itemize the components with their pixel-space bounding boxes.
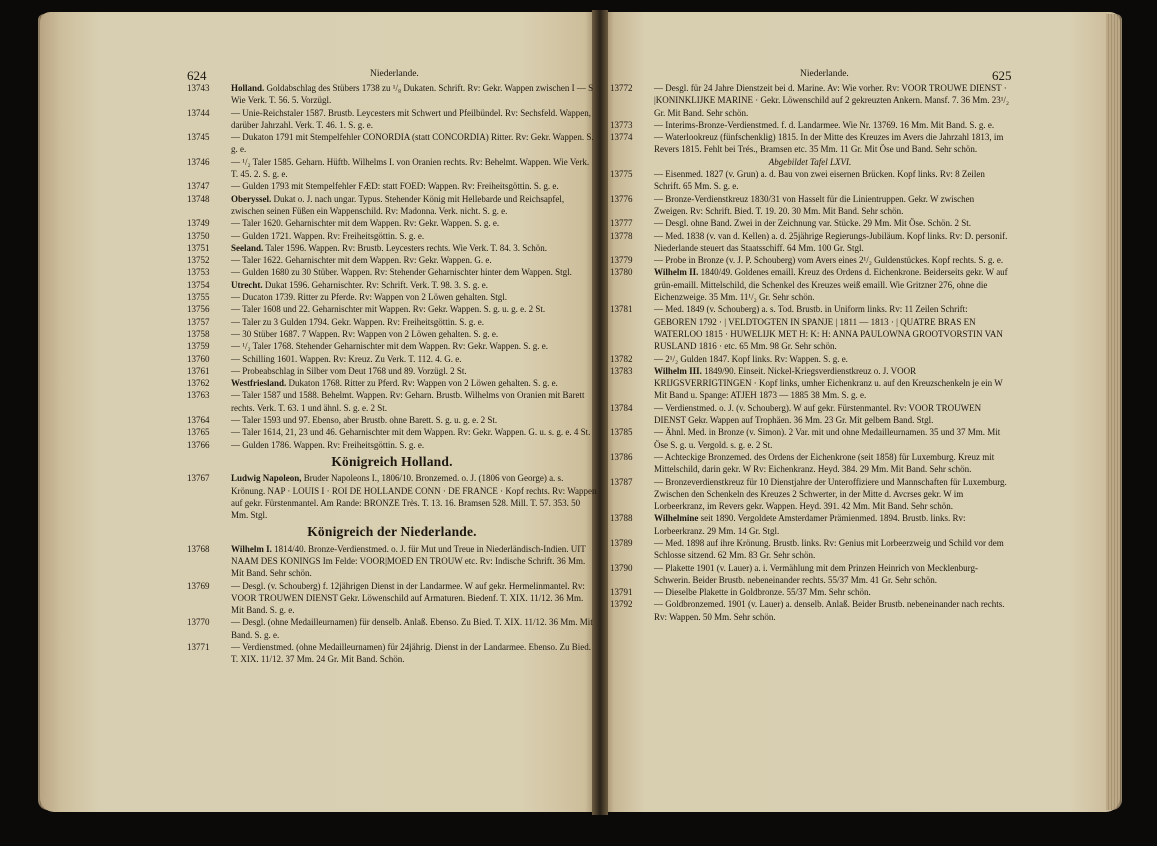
entry-description: — Bronzeverdienstkreuz für 10 Dienstjahre der Unteroffiziere und Mannschaften für Luxemburg. Zwischen den Schenkeln des Kreuzes 2 Schwerter, in der Mitte d. Avcrses gekr. W im Lorbeerkranz, im Revers gekr. Wappen. Heyd. 391. 42 Mm. Mit Band. Sehr schön. xyxy=(654,476,1007,512)
entry-description: — Ähnl. Med. in Bronze (v. Simon). 2 Var. mit und ohne Medailleurnamen. 35 und 37 Mm. Mit Öse S. g. u. Vergold. s. g. e. 2 St. xyxy=(654,427,1001,450)
entry-number: 13780 xyxy=(610,267,633,278)
entry-number: 13791 xyxy=(610,587,633,598)
entry-text xyxy=(654,512,1010,537)
entry-list-holland xyxy=(187,472,597,521)
entry-description: — Schilling 1601. Wappen. Rv: Kreuz. Zu Verk. T. 112. 4. G. e. xyxy=(231,353,462,364)
entry-text xyxy=(231,426,597,438)
entry-text xyxy=(654,266,1010,303)
entry-number: 13785 xyxy=(610,427,633,438)
entry-lead: Wilhelm III. xyxy=(654,365,702,376)
catalog-entry xyxy=(610,193,1010,218)
section-heading-netherlands: Königreich der Niederlande. xyxy=(307,524,477,540)
entry-text xyxy=(654,537,1010,562)
entry-text xyxy=(231,131,597,156)
entry-number: 13789 xyxy=(610,537,633,548)
catalog-entry xyxy=(187,291,597,303)
catalog-entry xyxy=(610,119,1010,131)
catalog-entry xyxy=(610,365,1010,402)
entry-number: 13763 xyxy=(187,390,210,401)
entry-description: — Taler 1587 und 1588. Behelmt. Wappen. Rv: Geharn. Brustb. Wilhelms von Oranien mit Barett rechts. Verk. T. 63. 1 und ähnl. S. g. e. 2 St. xyxy=(231,390,585,413)
catalog-entry xyxy=(610,451,1010,476)
entry-description: — Gulden 1721. Wappen. Rv: Freiheitsgöttin. S. g. e. xyxy=(231,230,425,241)
entry-text xyxy=(231,279,597,291)
entry-description: — Taler 1608 und 22. Geharnischter mit Wappen. Rv: Gekr. Wappen. S. g. u. g. e. 2 St. xyxy=(231,304,546,315)
entry-text xyxy=(231,641,597,666)
entry-description: 1840/49. Goldenes emaill. Kreuz des Ordens d. Eichenkrone. Beiderseits gekr. W auf grün-emaill. Mittelschild, die Schenkel des Kreuzes weiß emaill. Wie Gritzner 276, ohne die Eichenzweige. 35 Mm. 11¹/₂ Gr. Sehr schön. xyxy=(654,267,1008,303)
entry-text xyxy=(231,580,597,617)
entry-description: 1814/40. Bronze-Verdienstmed. o. J. für Mut und Treue in Niederländisch-Indien. UIT NAAM DES KONINGS Im Felde: VOOR|MOED EN TROUW etc. Rv: Indische Schrift. 36 Mm. Mit Band. Sehr schön. xyxy=(231,543,586,579)
entry-number: 13775 xyxy=(610,169,633,180)
page-edge-right xyxy=(1106,14,1122,810)
entry-description: — Med. 1898 auf ihre Krönung. Brustb. links. Rv: Genius mit Lorbeerzweig und Schild vor dem Schlosse sitzend. 62 Mm. 83 Gr. Sehr schön. xyxy=(654,537,1004,561)
entry-description: — Unie-Reichstaler 1587. Brustb. Leycesters mit Schwert und Pfeilbündel. Rv: Sechsfeld. Wappen, darüber Jahrzahl. Verk. T. 46. 1. S. g. e. xyxy=(231,107,592,130)
entry-description: — Interims-Bronze-Verdienstmed. f. d. Landarmee. Wie Nr. 13769. 16 Mm. Mit Band. S. g. e. xyxy=(654,119,995,130)
catalog-entry xyxy=(187,217,597,229)
entry-text xyxy=(231,316,597,328)
entry-number: 13784 xyxy=(610,402,633,413)
entry-number: 13783 xyxy=(610,365,633,376)
entry-number: 13764 xyxy=(187,415,210,426)
entry-text xyxy=(654,365,1010,402)
entry-number: 13759 xyxy=(187,341,210,352)
entry-description: — Verdienstmed. o. J. (v. Schouberg). W auf gekr. Fürstenmantel. Rv: VOOR TROUWEN DIENST Gekr. Wappen auf Trophäen. 36 Mm. 23 Gr. Mit gelbem Band. Stgl. xyxy=(654,402,982,426)
catalog-entry xyxy=(187,426,597,438)
entry-description: — 2¹/₂ Gulden 1847. Kopf links. Rv: Wappen. S. g. e. xyxy=(654,353,848,364)
running-title: Niederlande. xyxy=(370,69,419,79)
catalog-entry xyxy=(610,598,1010,623)
catalog-entry xyxy=(187,414,597,426)
entry-text xyxy=(654,254,1010,266)
catalog-entry xyxy=(610,168,1010,193)
entry-number: 13755 xyxy=(187,292,210,303)
entry-text xyxy=(231,439,597,451)
entry-description: — Desgl. (v. Schouberg) f. 12jährigen Dienst in der Landarmee. W auf gekr. Hermelinmantel. Rv: VOOR TROUWEN DIENST Gekr. Löwenschild auf Armaturen. Biedenf. T. XIX. 11/12. 36 Mm. Mit Band. S. g. e. xyxy=(231,580,585,616)
entry-text xyxy=(231,107,597,132)
entry-text xyxy=(231,389,597,414)
entry-number: 13760 xyxy=(187,353,210,364)
entry-number: 13756 xyxy=(187,304,210,315)
entry-number: 13748 xyxy=(187,193,210,204)
entry-text xyxy=(231,543,597,580)
entry-number: 13777 xyxy=(610,218,633,229)
entry-text xyxy=(231,414,597,426)
entry-description: — ¹/₂ Taler 1768. Stehender Geharnischter mit dem Wappen. Rv: Gekr. Wappen. S. g. e. xyxy=(231,341,548,352)
catalog-entry xyxy=(187,180,597,192)
catalog-entry xyxy=(610,82,1010,119)
entry-number: 13749 xyxy=(187,218,210,229)
entry-description: — Achteckige Bronzemed. des Ordens der Eichenkrone (seit 1858) für Luxemburg. Kreuz mit Mittelschild, darin gekr. W Rv: Eichenkranz. Heyd. 384. 29 Mm. Mit Band. Sehr schön. xyxy=(654,451,995,475)
catalog-entry xyxy=(187,279,597,291)
entry-text xyxy=(231,82,597,107)
entry-description: — Waterlookreuz (fünfschenklig) 1815. In der Mitte des Kreuzes im Avers die Jahrzahl 1813, im Revers 1815. Fehlt bei Trés., Bramsen etc. 35 Mm. 11 Gr. Mit Öse und Band. Sehr schön. xyxy=(654,132,1004,155)
catalog-entry xyxy=(187,472,597,521)
right-page xyxy=(610,60,1010,623)
entry-description: — Probe in Bronze (v. J. P. Schouberg) vom Avers eines 2¹/₂ Guldenstückes. Kopf rechts. S. g. e. xyxy=(654,255,1004,266)
entry-description: — Plakette 1901 (v. Lauer) a. i. Vermählung mit dem Prinzen Heinrich von Mecklenburg-Schwerin. Beider Brustb. nebeneinander rechts. 55/37 Mm. 41 Gr. Sehr schön. xyxy=(654,562,978,585)
entry-text xyxy=(231,353,597,365)
entry-lead: Ludwig Napoleon, xyxy=(231,473,302,484)
entry-description: — Probeabschlag in Silber vom Deut 1768 und 89. Vorzügl. 2 St. xyxy=(231,365,467,376)
entry-text xyxy=(654,353,1010,365)
entry-text xyxy=(231,242,597,254)
entry-description: — Med. 1838 (v. van d. Kellen) a. d. 25jährige Regierungs-Jubiläum. Kopf links. Rv: D. personif. Niederlande steuert das Staatsschiff. 64 Mm. 100 Gr. Stgl. xyxy=(654,230,1008,253)
catalog-entry xyxy=(187,242,597,254)
entry-text xyxy=(231,616,597,641)
left-page-header xyxy=(187,60,597,82)
entry-description: — Dieselbe Plakette in Goldbronze. 55/37 Mm. Sehr schön. xyxy=(654,587,871,598)
page-number: 625 xyxy=(992,68,1012,83)
entry-description: — Bronze-Verdienstkreuz 1830/31 von Hasselt für die Linientruppen. Gekr. W zwischen Zweigen. Rv: Schrift. Bied. T. 19. 20. 30 Mm. Mit Band. Sehr schön. xyxy=(654,193,975,216)
catalog-entry xyxy=(610,266,1010,303)
entry-number: 13750 xyxy=(187,230,210,241)
entry-text xyxy=(654,119,1010,131)
catalog-entry xyxy=(610,303,1010,352)
entry-number: 13767 xyxy=(187,473,210,484)
entry-number: 13790 xyxy=(610,562,633,573)
entry-lead: Wilhelm I. xyxy=(231,543,272,554)
entry-description: — Dukaton 1791 mit Stempelfehler CONORDIA (statt CONCORDIA) Ritter. Rv: Gekr. Wappen. S. g. e. xyxy=(231,132,594,155)
entry-number: 13761 xyxy=(187,365,210,376)
entry-description: — Taler zu 3 Gulden 1794. Gekr. Wappen. Rv: Freiheitsgöttin. S. g. e. xyxy=(231,316,485,327)
entry-text xyxy=(654,402,1010,427)
entry-text xyxy=(654,193,1010,218)
catalog-entry xyxy=(610,217,1010,229)
entry-number: 13745 xyxy=(187,132,210,143)
entry-number: 13746 xyxy=(187,156,210,167)
catalog-entry xyxy=(187,193,597,218)
entry-description: Goldabschlag des Stübers 1738 zu ¹/₈ Dukaten. Schrift. Rv: Gekr. Wappen zwischen I — S Wie Verk. T. 56. 5. Vorzügl. xyxy=(231,83,594,106)
entry-description: — Desgl. ohne Band. Zwei in der Zeichnung var. Stücke. 29 Mm. Mit Öse. Schön. 2 St. xyxy=(654,218,971,229)
entry-text xyxy=(231,291,597,303)
entry-description: Dukaton 1768. Ritter zu Pferd. Rv: Wappen von 2 Löwen gehalten. S. g. e. xyxy=(286,378,558,389)
entry-description: seit 1890. Vergoldete Amsterdamer Prämienmed. 1894. Brustb. links. Rv: Lorbeerkranz. 29 Mm. 14 Gr. Stgl. xyxy=(654,513,966,536)
entry-number: 13744 xyxy=(187,107,210,118)
entry-text xyxy=(654,476,1010,513)
entry-number: 13772 xyxy=(610,83,633,93)
entry-text xyxy=(654,586,1010,598)
entry-description: — Verdienstmed. (ohne Medailleurnamen) für 24jährig. Dienst in der Landarmee. Ebenso. Zu Bied. T. XIX. 11/12. 37 Mm. 24 Gr. Mit Band. Schön. xyxy=(231,642,591,665)
entry-list-a xyxy=(610,82,1010,156)
entry-description: — Taler 1620. Geharnischter mit dem Wappen. Rv: Gekr. Wappen. S. g. e. xyxy=(231,218,500,229)
entry-description: — Ducaton 1739. Ritter zu Pferde. Rv: Wappen von 2 Löwen gehalten. Stgl. xyxy=(231,292,508,303)
entry-number: 13752 xyxy=(187,255,210,266)
entry-number: 13771 xyxy=(187,642,210,653)
entry-text xyxy=(231,377,597,389)
entry-text xyxy=(654,598,1010,623)
entry-description: — ¹/₂ Taler 1585. Geharn. Hüftb. Wilhelms I. von Oranien rechts. Rv: Behelmt. Wappen. Wie Verk. T. 45. 2. S. g. e. xyxy=(231,156,590,180)
catalog-entry xyxy=(610,230,1010,255)
entry-description: — Gulden 1786. Wappen. Rv: Freiheitsgöttin. S. g. e. xyxy=(231,439,425,450)
entry-number: 13766 xyxy=(187,439,210,450)
entry-number: 13770 xyxy=(187,617,210,628)
catalog-entry xyxy=(610,353,1010,365)
catalog-entry xyxy=(187,266,597,278)
entry-number: 13754 xyxy=(187,279,210,290)
catalog-entry xyxy=(610,131,1010,156)
catalog-entry xyxy=(187,439,597,451)
catalog-entry xyxy=(187,316,597,328)
entry-list-netherlands xyxy=(187,543,597,666)
entry-text xyxy=(231,303,597,315)
entry-text xyxy=(231,472,597,521)
entry-text xyxy=(231,180,597,192)
catalog-entry xyxy=(187,328,597,340)
entry-number: 13773 xyxy=(610,119,633,130)
left-page xyxy=(187,60,597,666)
catalog-entry xyxy=(187,365,597,377)
entry-description: Taler 1596. Wappen. Rv: Brustb. Leycesters rechts. Wie Verk. T. 84. 3. Schön. xyxy=(263,242,547,253)
entry-description: Bruder Napoleons I., 1806/10. Bronzemed. o. J. (1806 von George) a. s. Krönung. NAP · LOUIS I · ROI DE HOLLANDE CONN · DE FRANCE · Kopf rechts. Rv: Wappen auf gekr. Fürstenmantel. Am Rande: BRONZE Très. T. 13. 16. Bramsen 528. Mill. T. 57. 353. 50 Mm. Stgl. xyxy=(231,473,597,521)
entry-text xyxy=(231,193,597,218)
entry-text xyxy=(231,365,597,377)
entry-number: 13758 xyxy=(187,328,210,339)
entry-number: 13751 xyxy=(187,242,210,253)
entry-text xyxy=(231,156,597,181)
entry-text xyxy=(654,168,1010,193)
catalog-entry xyxy=(187,353,597,365)
entry-number: 13743 xyxy=(187,83,210,93)
entry-description: — Taler 1593 und 97. Ebenso, aber Brustb. ohne Barett. S. g. u. g. e. 2 St. xyxy=(231,415,498,426)
catalog-entry xyxy=(187,580,597,617)
entry-number: 13768 xyxy=(187,543,210,554)
entry-text xyxy=(654,451,1010,476)
entry-number: 13779 xyxy=(610,255,633,266)
entry-text xyxy=(654,230,1010,255)
entry-number: 13753 xyxy=(187,267,210,278)
entry-text xyxy=(231,340,597,352)
entry-number: 13781 xyxy=(610,304,633,315)
entry-text xyxy=(231,328,597,340)
catalog-entry xyxy=(187,543,597,580)
entry-number: 13776 xyxy=(610,193,633,204)
running-title: Niederlande. xyxy=(800,69,849,79)
entry-number: 13787 xyxy=(610,476,633,487)
entry-description: — Taler 1614, 21, 23 und 46. Geharnischter mit dem Wappen. Rv: Gekr. Wappen. G. u. s. g. e. 4 St. xyxy=(231,427,591,438)
catalog-entry xyxy=(187,303,597,315)
catalog-entry xyxy=(187,340,597,352)
entry-description: 1849/90. Einseit. Nickel-Kriegsverdienstkreuz o. J. VOOR KRIJGSVERRIGTINGEN · Kopf links, umher Eichenkranz u. auf den Kreuzschenkeln je ein W Mit Band u. Spange: ATJEH 1873 — 1885 38 Mm. S. g. e. xyxy=(654,365,1003,401)
right-page-header xyxy=(610,60,1010,82)
entry-number: 13765 xyxy=(187,427,210,438)
entry-lead: Wilhelmine xyxy=(654,513,699,524)
entry-description: Dukat o. J. nach ungar. Typus. Stehender König mit Hellebarde und Reichsapfel, zwischen seinen Füßen ein Wappenschild. Rv: Madonna. Verk. nicht. S. g. e. xyxy=(231,193,565,216)
entry-lead: Utrecht. xyxy=(231,279,263,290)
entry-number: 13769 xyxy=(187,580,210,591)
entry-list-provinces xyxy=(187,82,597,451)
entry-text xyxy=(654,562,1010,587)
entry-number: 13778 xyxy=(610,230,633,241)
catalog-entry xyxy=(610,586,1010,598)
catalog-entry xyxy=(187,156,597,181)
entry-text xyxy=(654,82,1010,119)
catalog-entry xyxy=(610,537,1010,562)
entry-lead: Seeland. xyxy=(231,242,264,253)
entry-lead: Westfriesland. xyxy=(231,378,287,389)
catalog-entry xyxy=(187,230,597,242)
entry-text xyxy=(231,230,597,242)
entry-number: 13774 xyxy=(610,132,633,143)
catalog-entry xyxy=(610,402,1010,427)
catalog-entry xyxy=(187,641,597,666)
section-heading-holland: Königreich Holland. xyxy=(331,453,453,469)
entry-text xyxy=(231,254,597,266)
catalog-entry xyxy=(187,616,597,641)
entry-text xyxy=(654,426,1010,451)
entry-text xyxy=(231,217,597,229)
entry-number: 13747 xyxy=(187,181,210,192)
catalog-entry xyxy=(610,426,1010,451)
entry-number: 13762 xyxy=(187,378,210,389)
entry-description: — Taler 1622. Geharnischter mit dem Wappen. Rv: Gekr. Wappen. G. e. xyxy=(231,255,492,266)
entry-text xyxy=(654,131,1010,156)
catalog-entry xyxy=(187,254,597,266)
entry-description: Dukat 1596. Geharnischter. Rv: Schrift. Verk. T. 98. 3. S. g. e. xyxy=(262,279,489,290)
entry-list-b xyxy=(610,168,1010,623)
catalog-entry xyxy=(187,82,597,107)
entry-description: — Goldbronzemed. 1901 (v. Lauer) a. denselb. Anlaß. Beider Brustb. nebeneinander nach rechts. Rv: Wappen. 50 Mm. Sehr schön. xyxy=(654,599,1005,622)
entry-description: — 30 Stüber 1687. 7 Wappen. Rv: Wappen von 2 Löwen gehalten. S. g. e. xyxy=(231,328,499,339)
catalog-entry xyxy=(187,131,597,156)
entry-number: 13757 xyxy=(187,316,210,327)
catalog-entry xyxy=(187,107,597,132)
catalog-entry xyxy=(187,389,597,414)
entry-description: — Desgl. (ohne Medailleurnamen) für denselb. Anlaß. Ebenso. Zu Bied. T. XIX. 11/12. 36 Mm. Mit Band. S. g. e. xyxy=(231,617,593,640)
entry-description: — Desgl. für 24 Jahre Dienstzeit bei d. Marine. Av: Wie vorher. Rv: VOOR TROUWE DIENST · |KONINKLIJKE MARINE · Gekr. Löwenschild auf 2 gekreuzten Ankern. Mansf. 7. 36 Mm. 23¹/₂ Gr. Mit Band. Sehr schön. xyxy=(654,83,1010,118)
entry-number: 13788 xyxy=(610,513,633,524)
entry-number: 13782 xyxy=(610,353,633,364)
catalog-entry xyxy=(187,377,597,389)
entry-text xyxy=(654,217,1010,229)
entry-description: — Gulden 1680 zu 30 Stüber. Wappen. Rv: Stehender Geharnischter hinter dem Wappen. Stgl. xyxy=(231,267,572,278)
entry-number: 13792 xyxy=(610,599,633,610)
entry-lead: Wilhelm II. xyxy=(654,267,699,278)
entry-description: — Med. 1849 (v. Schouberg) a. s. Tod. Brustb. in Uniform links. Rv: 11 Zeilen Schrift: GEBOREN 1792 · | VELDTOGTEN IN SPANJE | 1811 — 1813 · | QUATRE BRAS EN WATERLOO 1815 · HUWELIJK MET H: K: H: ANNA PAULOWNA GROOTVORSTIN VAN RUSLAND 1816 · etc. 65 Mm. 98 Gr. Sehr schön. xyxy=(654,304,1003,352)
entry-number: 13786 xyxy=(610,451,633,462)
entry-lead: Oberyssel. xyxy=(231,193,272,204)
entry-description: — Eisenmed. 1827 (v. Grun) a. d. Bau von zwei eisernen Brücken. Kopf links. Rv: 8 Zeilen Schrift. 65 Mm. S. g. e. xyxy=(654,169,985,192)
entry-lead: Holland. xyxy=(231,83,265,93)
catalog-entry xyxy=(610,562,1010,587)
catalog-entry xyxy=(610,476,1010,513)
entry-text xyxy=(231,266,597,278)
entry-text xyxy=(654,303,1010,352)
page-number: 624 xyxy=(187,68,207,83)
plate-note: Abgebildet Tafel LXVI. xyxy=(768,156,852,167)
catalog-entry xyxy=(610,512,1010,537)
catalog-entry xyxy=(610,254,1010,266)
entry-description: — Gulden 1793 mit Stempelfehler FÆD: statt FOED: Wappen. Rv: Freiheitsgöttin. S. g. e. xyxy=(231,181,559,192)
